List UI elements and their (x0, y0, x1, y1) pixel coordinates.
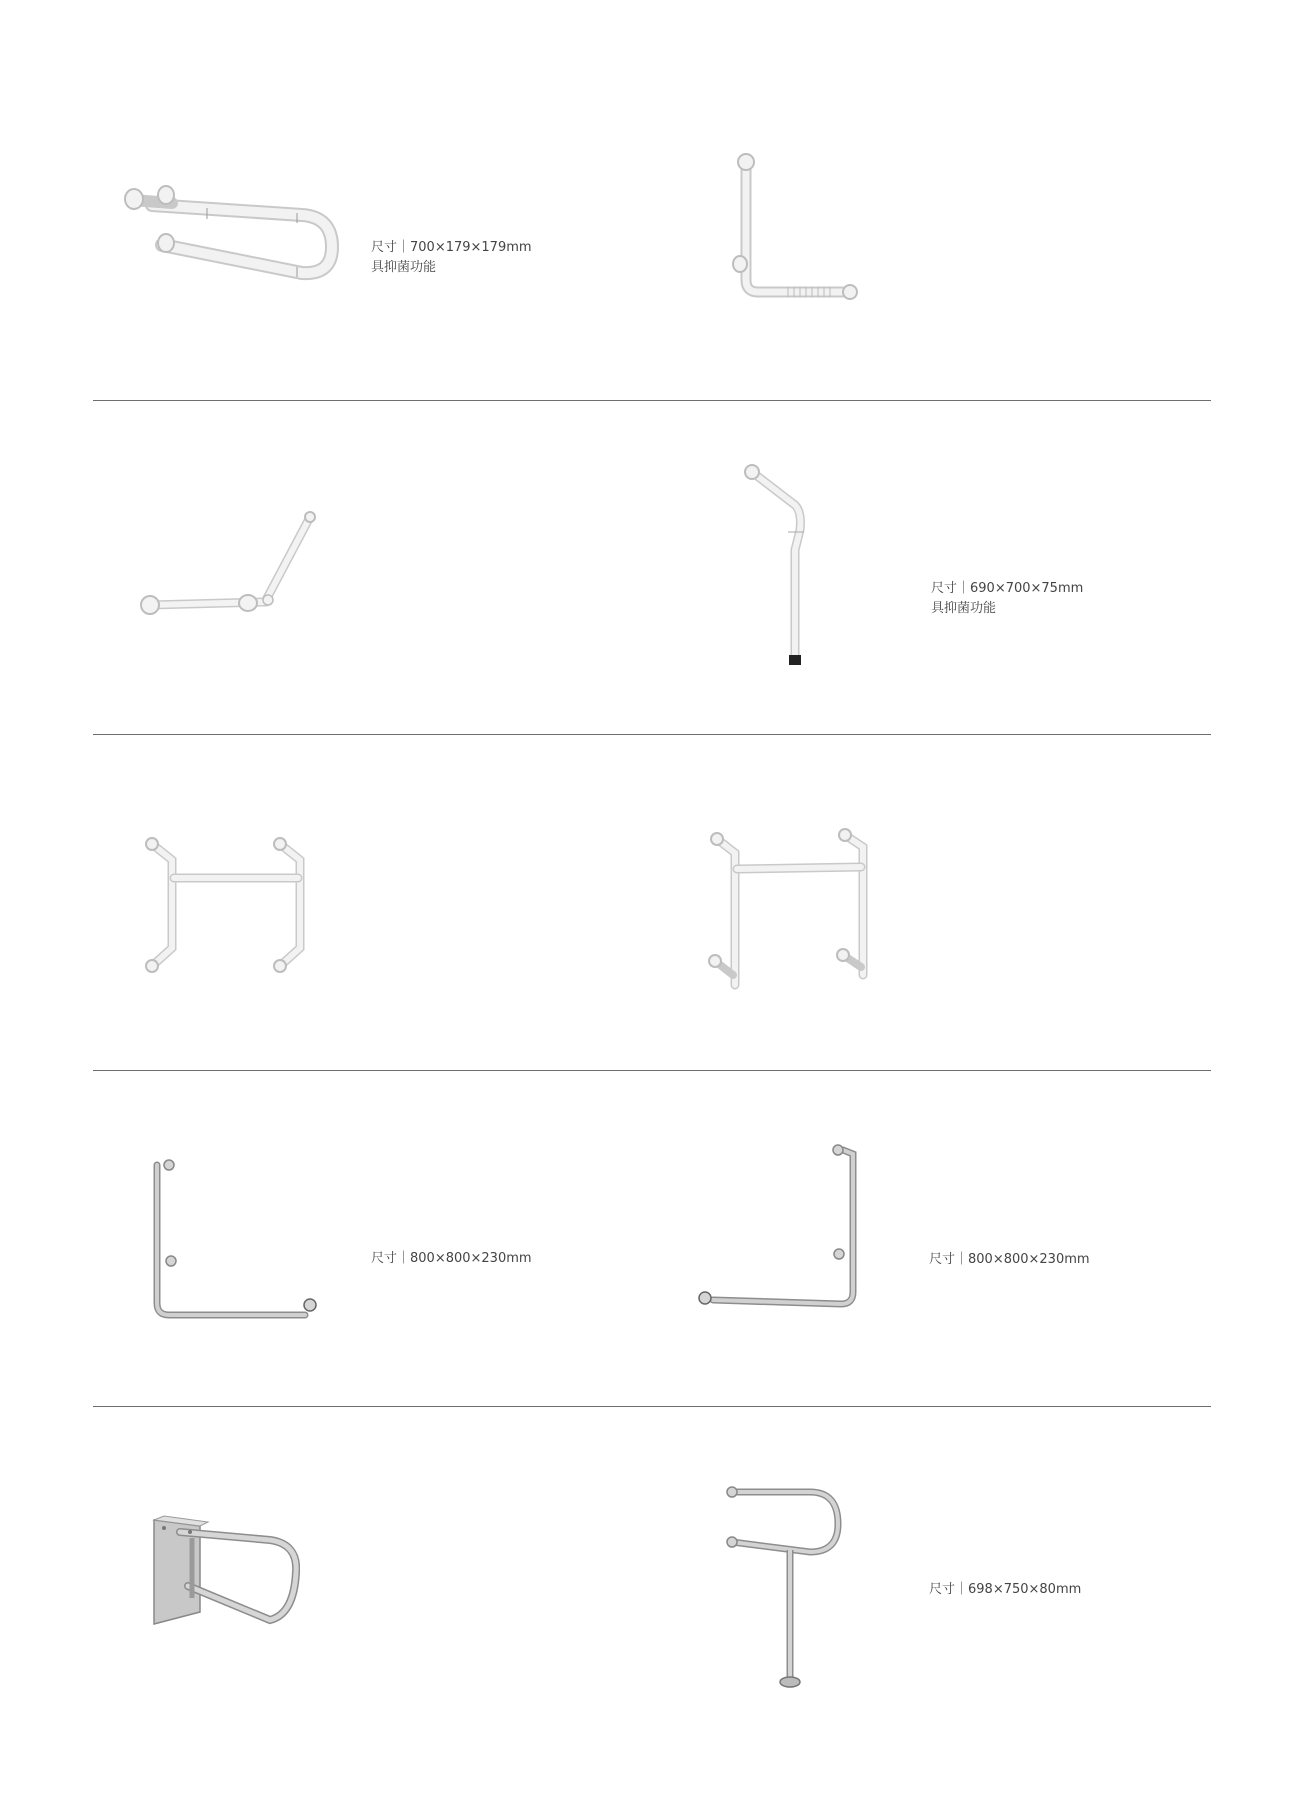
spec-feature: 具抑菌功能 (371, 260, 437, 275)
row-divider (93, 400, 1211, 401)
row-divider (93, 1406, 1211, 1407)
product-spec-1 (371, 238, 532, 278)
product-image-steel-l-bar-left (145, 1155, 325, 1325)
spec-feature: 具抑菌功能 (931, 601, 997, 616)
product-image-u-grab-bar (122, 175, 342, 285)
row-divider (93, 1070, 1211, 1071)
spec-dimension: 尺寸｜700×179×179mm (371, 240, 532, 255)
product-image-h-frame-bar-tall (705, 825, 880, 995)
product-image-h-frame-bar (140, 830, 315, 980)
product-spec-10 (929, 1580, 1081, 1600)
product-spec-7 (371, 1249, 532, 1269)
product-image-steel-l-bar-right (693, 1140, 868, 1320)
product-image-floor-bent-bar (740, 460, 830, 675)
spec-dimension: 尺寸｜800×800×230mm (929, 1252, 1090, 1267)
spec-dimension: 尺寸｜698×750×80mm (929, 1582, 1082, 1597)
product-image-angled-grab-bar (135, 505, 325, 625)
product-spec-4 (931, 579, 1083, 619)
product-image-l-grab-bar (728, 152, 868, 302)
product-image-foldable-steel-bar (150, 1512, 300, 1637)
spec-dimension: 尺寸｜800×800×230mm (371, 1251, 532, 1266)
spec-dimension: 尺寸｜690×700×75mm (931, 581, 1084, 596)
product-spec-8 (929, 1250, 1090, 1270)
row-divider (93, 734, 1211, 735)
product-image-floor-u-steel-bar (720, 1478, 850, 1693)
